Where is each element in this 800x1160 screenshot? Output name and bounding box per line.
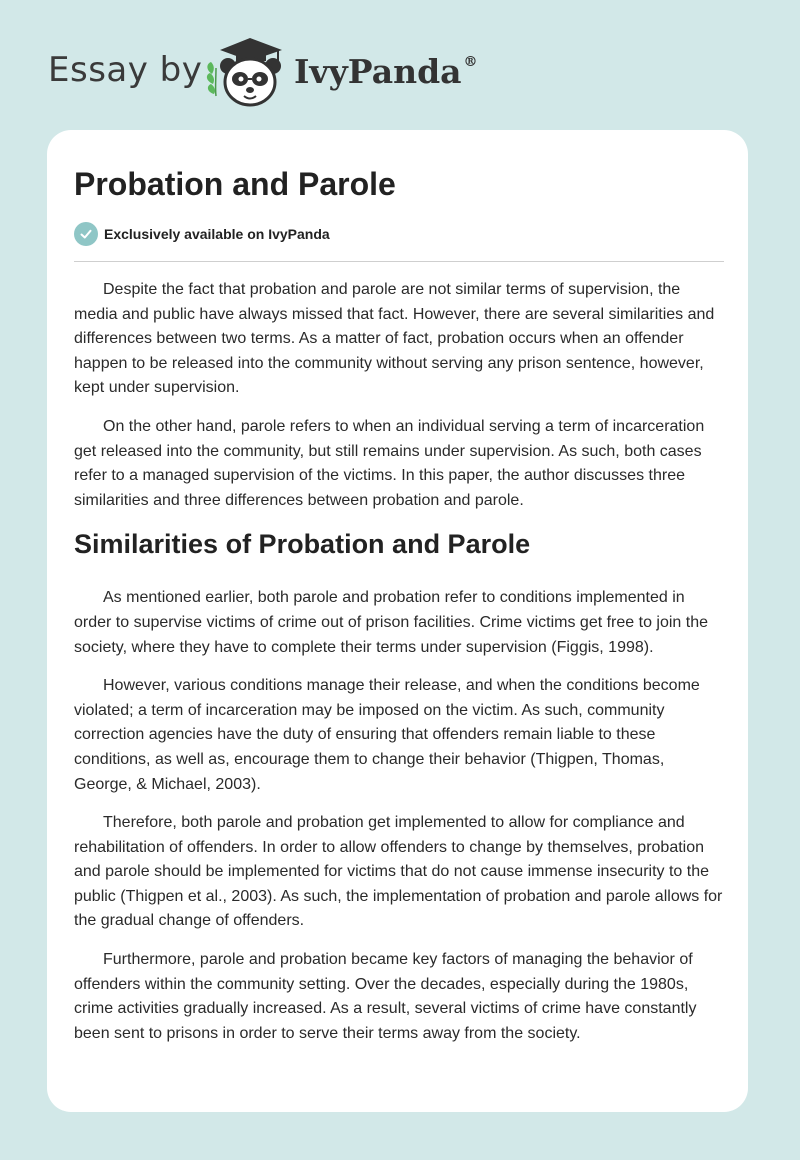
- section-heading: Similarities of Probation and Parole: [74, 529, 531, 560]
- paragraph: On the other hand, parole refers to when an individual serving a term of incarceration get released into the community, but still remains under supervision. As such, both cases refer to a managed supervision of the victims. In this paper, the author discusses three similarities and three differences between probation and parole.: [74, 417, 705, 509]
- exclusive-badge: [74, 221, 330, 247]
- paragraph: However, various conditions manage their release, and when the conditions become violated; a term of incarceration may be imposed on the victim. As such, community correction agencies have the duty of ensuring that offenders remain liable to these conditions, as well as, encourage them to change their behavior (Thigpen, Thomas, George, & Michael, 2003).: [74, 677, 700, 793]
- essay-body: [74, 278, 724, 1060]
- ivypanda-panda-icon[interactable]: [202, 34, 288, 110]
- brand-name[interactable]: [294, 52, 478, 91]
- brand-text: IvyPanda: [294, 52, 462, 91]
- check-icon: [74, 222, 98, 246]
- essay-card: [47, 130, 748, 1112]
- exclusive-badge-text: Exclusively available on IvyPanda: [104, 226, 330, 242]
- paragraph: Furthermore, parole and probation became key factors of managing the behavior of offenders within the community setting. Over the decades, especially during the 1980s, crime activities gradually increased. As a result, several victims of crime have constantly been sent to prisons in order to serve their terms away from the society.: [74, 951, 697, 1042]
- site-header: [48, 34, 548, 114]
- paragraph: Therefore, both parole and probation get implemented to allow for compliance and rehabilitation of offenders. In order to allow offenders to change by themselves, probation and parole should be implemented for victims that do not cause immense insecurity to the public (Thigpen et al., 2003). As such, the implementation of probation and parole allows for the gradual change of offenders.: [74, 814, 723, 930]
- essay-by-label: Essay by: [48, 50, 203, 90]
- paragraph: As mentioned earlier, both parole and probation refer to conditions implemented in order to supervise victims of crime out of prison facilities. Crime victims get free to join the society, where they have to complete their terms under supervision (Figgis, 1998).: [74, 589, 708, 656]
- page-title: Probation and Parole: [74, 166, 396, 202]
- paragraph: Despite the fact that probation and parole are not similar terms of supervision, the media and public have always missed that fact. However, there are several similarities and differences between two terms. As a matter of fact, probation occurs when an offender happen to be released into the community without serving any prison sentence, however, kept under supervision.: [74, 281, 715, 397]
- ivy-leaf-icon: [207, 62, 216, 96]
- registered-mark: ®: [463, 54, 478, 70]
- divider: [74, 261, 724, 262]
